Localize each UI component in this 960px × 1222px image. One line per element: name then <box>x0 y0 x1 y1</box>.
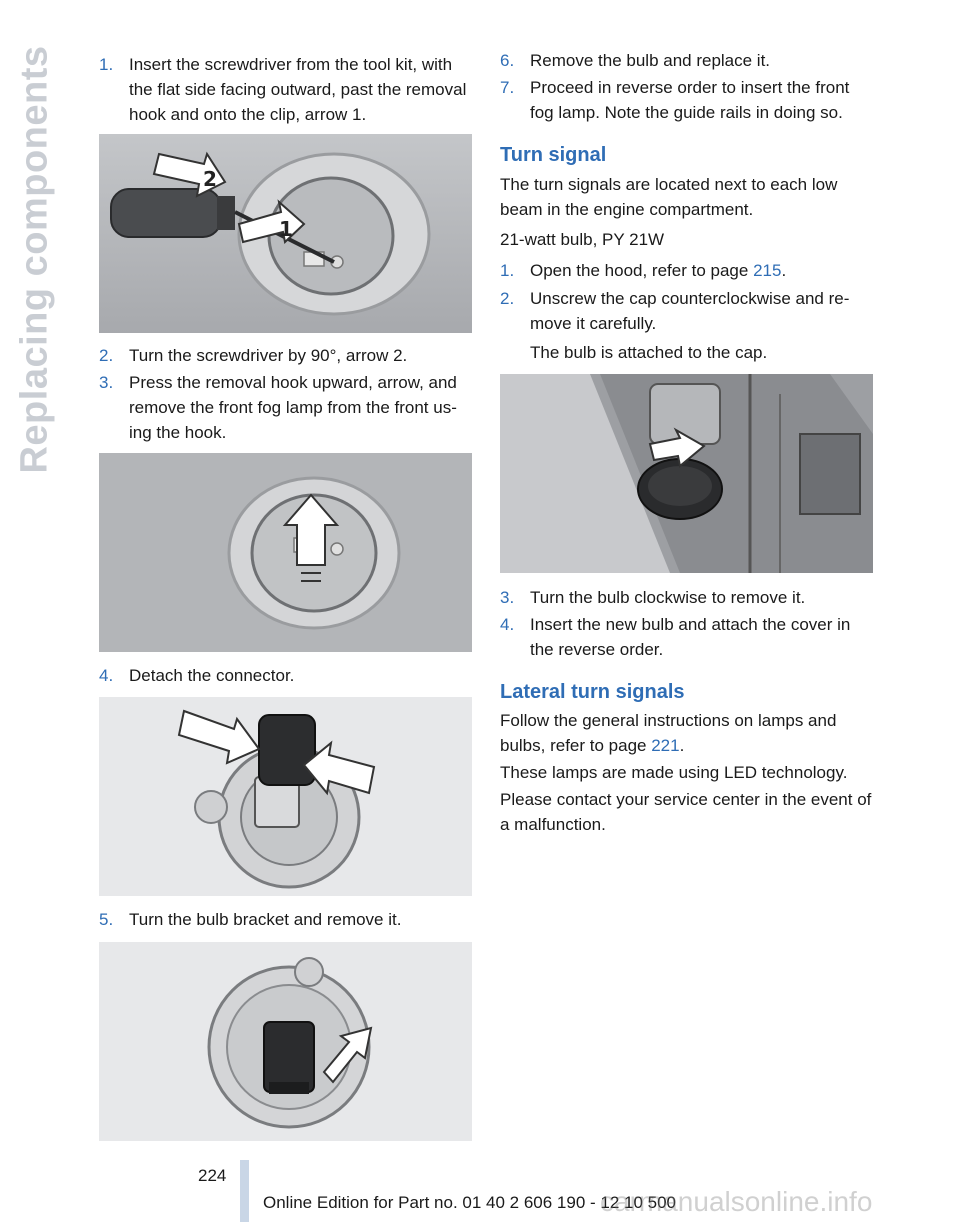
bulb-bracket-illustration <box>99 942 472 1141</box>
watermark: carmanualsonline.info <box>600 1186 873 1217</box>
arrow-2-label: 2 <box>203 167 217 191</box>
figure-engine-compartment <box>500 374 873 573</box>
lateral-paragraph-3: Please contact your service center in the event of a malfunction. <box>500 790 872 834</box>
step-5: 5. Turn the bulb bracket and remove it. <box>99 910 402 929</box>
step-6: 6. Remove the bulb and replace it. <box>500 51 771 70</box>
step-3: 3. Press the removal hook upward, arrow, and remove the front fog lamp from the front using the hook. <box>99 373 457 442</box>
removal-hook-illustration <box>99 453 472 652</box>
page-link-215[interactable]: 215 <box>753 261 782 280</box>
turn-step-3: 3. Turn the bulb clockwise to remove it. <box>500 588 806 607</box>
bulb-spec: 21-watt bulb, PY 21W <box>500 230 665 249</box>
lateral-paragraph-2: These lamps are made using LED technology. <box>500 763 848 782</box>
lateral-heading: Lateral turn signals <box>500 681 685 703</box>
turn-signal-heading: Turn signal <box>500 144 607 166</box>
edition-line: Online Edition for Part no. 01 40 2 606 190 - 12 10 500 <box>263 1193 677 1212</box>
section-title: Replacing components <box>13 44 56 474</box>
turn-step-4: 4. Insert the new bulb and attach the cover in the reverse order. <box>500 615 851 659</box>
turn-step-2-note: The bulb is attached to the cap. <box>530 343 768 362</box>
step-7: 7. Proceed in reverse order to insert the front fog lamp. Note the guide rails in doing so. <box>500 78 850 122</box>
turn-step-1: 1. Open the hood, refer to page 215. <box>500 261 787 280</box>
connector-illustration <box>99 697 472 896</box>
lateral-paragraph-1: Follow the general instructions on lamps and bulbs, refer to page 221. <box>500 711 837 755</box>
page-number: 224 <box>198 1166 227 1185</box>
step-4: 4. Detach the connector. <box>99 666 295 685</box>
engine-compartment-illustration <box>500 374 873 573</box>
arrow-1-label: 1 <box>279 217 293 241</box>
turn-signal-intro: The turn signals are located next to each low beam in the engine compartment. <box>500 175 838 219</box>
figure-screwdriver <box>99 134 472 333</box>
screwdriver-illustration <box>99 134 472 333</box>
figure-bulb-bracket <box>99 942 472 1141</box>
page-link-221[interactable]: 221 <box>651 736 680 755</box>
turn-step-2: 2. Unscrew the cap counterclockwise and remove it carefully. <box>500 289 850 333</box>
step-2: 2. Turn the screwdriver by 90°, arrow 2. <box>99 346 408 365</box>
step-1: 1. Insert the screwdriver from the tool kit, with the flat side facing outward, past the removal hook and onto the clip, arrow 1. <box>99 55 467 124</box>
figure-removal-hook <box>99 453 472 652</box>
footer-divider <box>240 1160 249 1222</box>
figure-connector <box>99 697 472 896</box>
